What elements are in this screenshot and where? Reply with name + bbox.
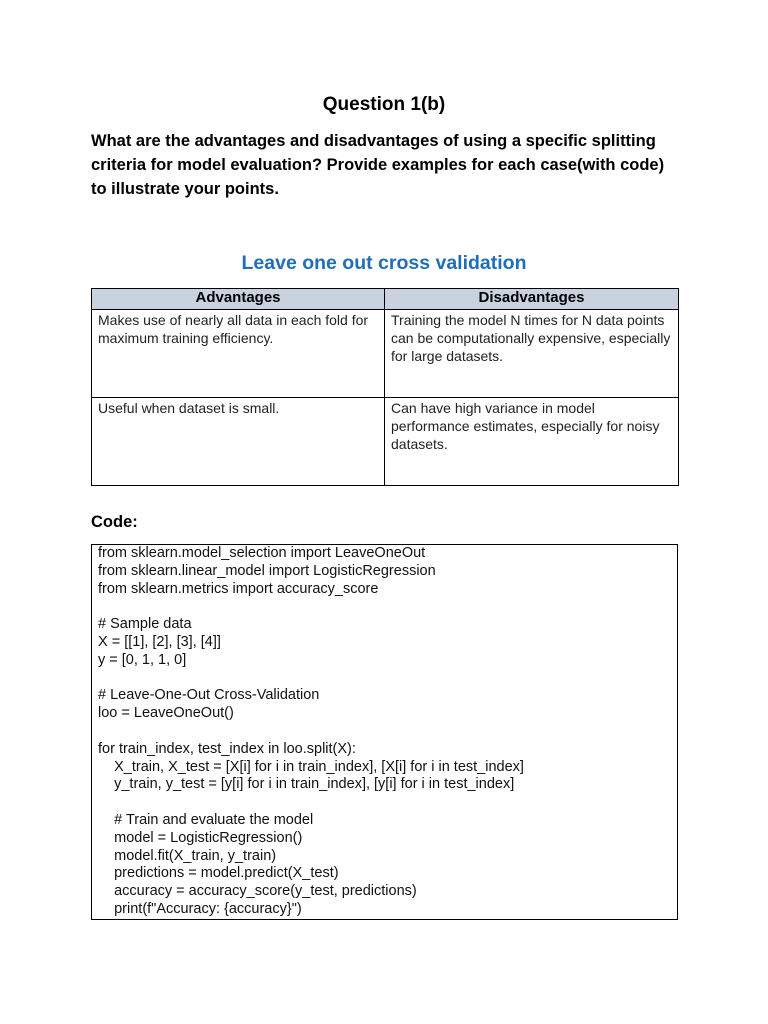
code-line: X = [[1], [2], [3], [4]] (98, 633, 221, 650)
table-row (92, 398, 679, 486)
table-header-row (92, 289, 679, 310)
code-line: from sklearn.linear_model import LogisticRegression (98, 562, 436, 579)
code-line: # Leave-One-Out Cross-Validation (98, 687, 320, 704)
advantages-header: Advantages (92, 289, 385, 310)
code-line: y = [0, 1, 1, 0] (98, 651, 187, 668)
code-line: print(f"Accuracy: {accuracy}") (98, 900, 302, 917)
question-title: Question 1(b) (322, 94, 446, 115)
disadvantage-cell: Training the model N times for N data points can be computationally expensive, especially for large datasets. (385, 310, 679, 398)
code-line (98, 670, 677, 688)
code-line (98, 723, 677, 741)
advantage-cell: Useful when dataset is small. (92, 398, 385, 486)
code-label: Code: (91, 513, 138, 531)
code-line: model.fit(X_train, y_train) (98, 847, 277, 864)
code-line: predictions = model.predict(X_test) (98, 865, 339, 882)
code-line: X_train, X_test = [X[i] for i in train_index], [X[i] for i in test_index] (98, 758, 524, 775)
code-line: for train_index, test_index in loo.split(X): (98, 740, 356, 757)
disadvantage-cell: Can have high variance in model performance estimates, especially for noisy datasets. (385, 398, 679, 486)
disadvantages-header: Disadvantages (385, 289, 679, 310)
code-line: from sklearn.model_selection import LeaveOneOut (98, 545, 426, 561)
comparison-table (91, 288, 679, 486)
code-line: y_train, y_test = [y[i] for i in train_index], [y[i] for i in test_index] (98, 776, 515, 793)
code-line: accuracy = accuracy_score(y_test, predictions) (98, 883, 417, 900)
code-lines (92, 545, 677, 919)
code-line: model = LogisticRegression() (98, 829, 303, 846)
advantage-cell: Makes use of nearly all data in each fold for maximum training efficiency. (92, 310, 385, 398)
code-block (91, 544, 678, 920)
table-row (92, 310, 679, 398)
code-line (98, 598, 677, 616)
section-heading: Leave one out cross validation (241, 252, 527, 274)
code-line (98, 794, 677, 812)
code-line: # Sample data (98, 616, 192, 633)
question-text: What are the advantages and disadvantages of using a specific splitting criteria for model evaluation? Provide examples for each case(with code) to illustrate your points. (91, 132, 665, 198)
code-line: # Train and evaluate the model (98, 811, 314, 828)
code-line: loo = LeaveOneOut() (98, 705, 234, 722)
code-line: from sklearn.metrics import accuracy_score (98, 580, 379, 597)
